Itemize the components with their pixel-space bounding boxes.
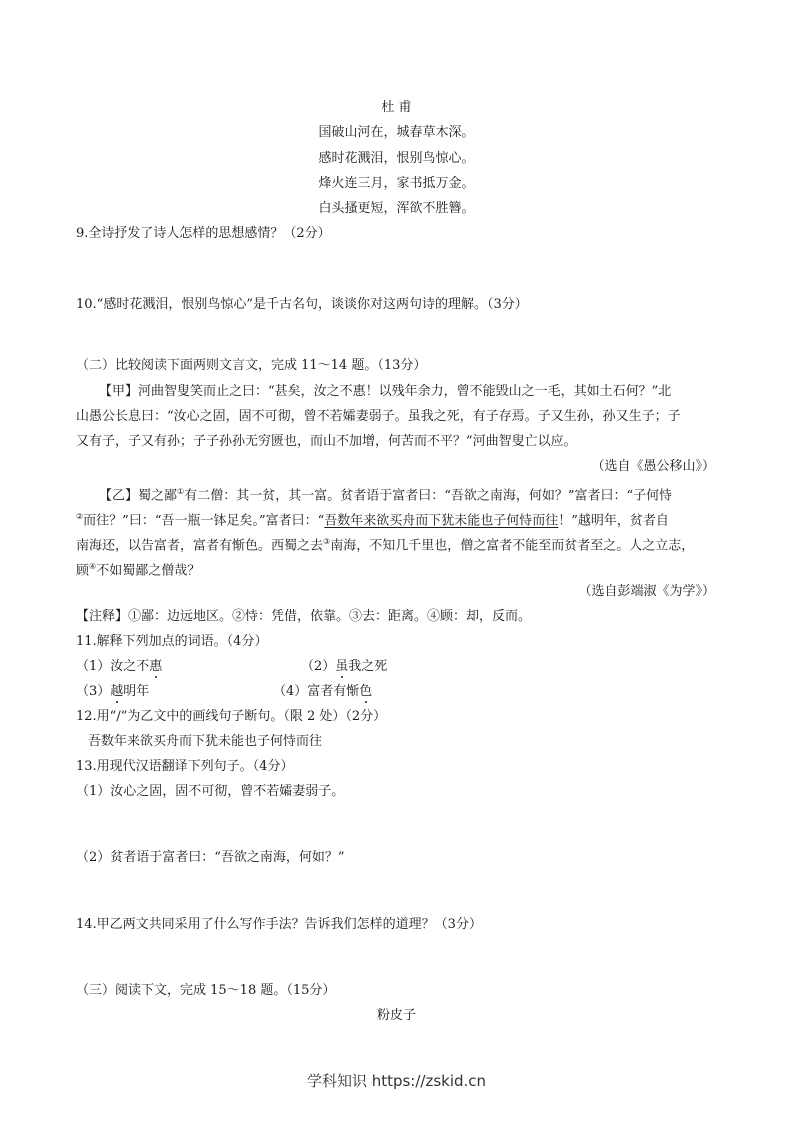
- question-9: 9.全诗抒发了诗人怎样的思想感情？（2分）: [76, 226, 331, 241]
- footer-watermark: 学科知识 https://zskid.cn: [306, 1072, 487, 1090]
- passage-jia-line-3: 又有子，子又有孙；子子孙孙无穷匮也，而山不加增，何苦而不平？”河曲智叟亡以应。: [76, 434, 577, 449]
- question-12-sentence: 吾数年来欲买舟而下犹未能也子何恃而往: [88, 734, 323, 749]
- section-3-heading: （三）阅读下文，完成 15～18 题。（15分）: [76, 983, 336, 998]
- question-14: 14.甲乙两文共同采用了什么写作手法？告诉我们怎样的道理？（3分）: [76, 917, 482, 932]
- underlined-sentence: 吾数年来欲买舟而下犹未能也子何恃而往: [324, 513, 559, 529]
- question-12-title: 12.用“/”为乙文中的画线句子断句。（限 2 处）（2分）: [76, 709, 387, 724]
- passage-jia-line-1: 【甲】河曲智叟笑而止之曰：“甚矣，汝之不惠！以残年余力，曾不能毁山之一毛，其如土石何？”北: [99, 384, 672, 399]
- note-marker-3: ③: [323, 537, 331, 546]
- question-11-title: 11.解释下列加点的词语。（4分）: [76, 634, 268, 649]
- note-marker-1: ①: [177, 487, 185, 496]
- passage-jia-source: （选自《愚公移山》）: [591, 459, 715, 474]
- passage-yi-line-4: 顾④不如蜀鄙之僧哉？: [76, 562, 201, 579]
- poem-author: 杜 甫: [381, 100, 412, 115]
- poem-line-3: 烽火连三月，家书抵万金。: [318, 176, 475, 191]
- passage-yi-line-3: 南海还，以告富者，富者有惭色。西蜀之去③南海，不知几千里也，僧之富者不能至而贫者至之。人之立志，: [76, 537, 695, 554]
- note-marker-4: ④: [89, 562, 97, 571]
- question-13-item-2: （2）贫者语于富者曰：“吾欲之南海，何如？”: [76, 850, 345, 865]
- passage-yi-line-2: ②而往？”曰：“吾一瓶一钵足矣。”富者曰：“吾数年来欲买舟而下犹未能也子何恃而往！”越明年，贫者自: [76, 512, 669, 529]
- question-11-item-4: （4）富者有惭色: [273, 684, 373, 699]
- dotted-word-3: 越: [110, 684, 124, 699]
- question-11-item-3: （3）越明年: [76, 684, 150, 699]
- poem-line-2: 感时花溅泪，恨别鸟惊心。: [318, 151, 475, 166]
- poem-line-1: 国破山河在，城春草木深。: [318, 125, 475, 140]
- dotted-word-1: 惠: [149, 659, 163, 674]
- section-2-heading: （二）比较阅读下面两则文言文，完成 11～14 题。（13分）: [76, 358, 427, 373]
- question-11-item-2: （2）虽我之死: [301, 659, 388, 674]
- passage-jia-line-2: 山愚公长息曰：“汝心之固，固不可彻，曾不若孀妻弱子。虽我之死，有子存焉。子又生孙，孙又生子；子: [76, 409, 681, 424]
- passage-yi-line-1: 【乙】蜀之鄙①有二僧：其一贫，其一富。贫者语于富者曰：“吾欲之南海，何如？”富者曰：“子何恃: [99, 487, 673, 504]
- question-13-title: 13.用现代汉语翻译下列句子。（4分）: [76, 759, 294, 774]
- section-3-title: 粉皮子: [376, 1008, 416, 1023]
- question-11-item-1: （1）汝之不惠: [76, 659, 163, 674]
- note-marker-2: ②: [76, 512, 84, 521]
- poem-line-4: 白头搔更短，浑欲不胜簪。: [318, 201, 475, 216]
- question-13-item-1: （1）汝心之固，固不可彻，曾不若孀妻弱子。: [76, 784, 345, 799]
- passage-yi-source: （选自彭端淑《为学》）: [578, 584, 715, 599]
- question-10: 10.“感时花溅泪，恨别鸟惊心”是千古名句，谈谈你对这两句诗的理解。（3分）: [76, 297, 528, 312]
- dotted-word-4: 色: [359, 684, 373, 699]
- annotations: 【注释】①鄙：边远地区。②恃：凭借，依靠。③去：距离。④顾：却，反而。: [76, 609, 532, 624]
- dotted-word-2: 虽: [335, 659, 349, 674]
